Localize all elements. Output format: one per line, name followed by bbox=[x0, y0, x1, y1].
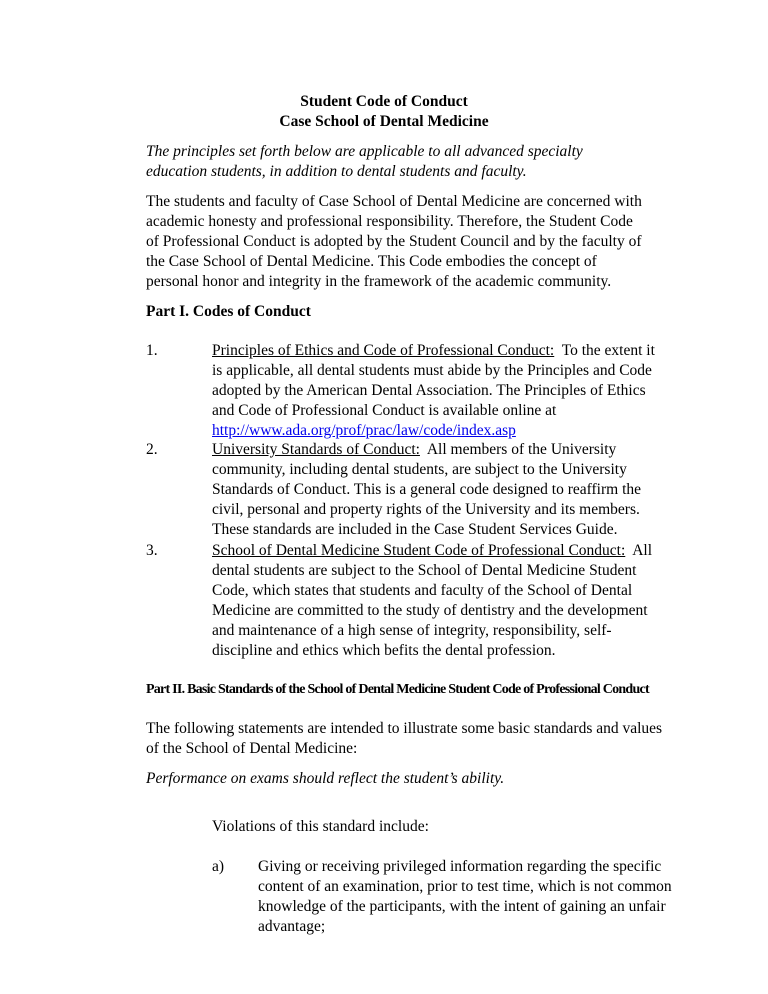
intro-italic-paragraph: The principles set forth below are applicable to all advanced specialty education students, in addition to dental students and faculty. bbox=[146, 143, 583, 180]
item-body bbox=[212, 341, 664, 441]
ada-code-link[interactable]: http://www.ada.org/prof/prac/law/code/index.asp bbox=[212, 422, 516, 439]
part2-intro: The following statements are intended to illustrate some basic standards and values of the School of Dental Medicine: bbox=[146, 720, 663, 757]
title-line-1: Student Code of Conduct bbox=[300, 93, 468, 110]
item-number: 3. bbox=[146, 542, 158, 559]
part1-heading: Part I. Codes of Conduct bbox=[146, 303, 311, 320]
item-text: To the extent it is applicable, all dental students must abide by the Principles and Code adopted by the American Dental Association. The Principles of Ethics and Code of Professional Conduct is available online at bbox=[212, 342, 655, 419]
item-number: 2. bbox=[146, 441, 158, 458]
item-number: 1. bbox=[146, 342, 158, 359]
item-text: All members of the University community, including dental students, are subject to the University Standards of Conduct. This is a general code designed to reaffirm the civil, personal and property rights of the University and its members. These standards are included in the Case Student Services Guide. bbox=[212, 441, 642, 538]
violations-label: Violations of this standard include: bbox=[212, 818, 429, 835]
document-title bbox=[0, 92, 768, 132]
standard-statement: Performance on exams should reflect the student’s ability. bbox=[146, 770, 505, 787]
item-title: School of Dental Medicine Student Code of Professional Conduct: bbox=[212, 542, 626, 559]
item-title: University Standards of Conduct: bbox=[212, 441, 420, 458]
violation-letter: a) bbox=[212, 858, 225, 875]
item-title: Principles of Ethics and Code of Professional Conduct: bbox=[212, 342, 555, 359]
part2-heading: Part II. Basic Standards of the School of Dental Medicine Student Code of Professional Conduct bbox=[146, 682, 649, 697]
item-body bbox=[212, 541, 664, 661]
item-body bbox=[212, 440, 664, 540]
intro-paragraph: The students and faculty of Case School of Dental Medicine are concerned with academic honesty and professional responsibility. Therefore, the Student Code of Professional Conduct is adopted by the Student Council and by the faculty of the Case School of Dental Medicine. This Code embodies the concept of personal honor and integrity in the framework of the academic community. bbox=[146, 193, 642, 290]
title-line-2: Case School of Dental Medicine bbox=[279, 113, 489, 130]
item-text: All dental students are subject to the School of Dental Medicine Student Code, which states that students and faculty of the School of Dental Medicine are committed to the study of dentistry and the development and maintenance of a high sense of integrity, responsibility, self-discipline and ethics which befits the dental profession. bbox=[212, 542, 652, 659]
violation-text: Giving or receiving privileged information regarding the specific content of an examination, prior to test time, which is not common knowledge of the participants, with the intent of gaining an unfair advantage; bbox=[258, 858, 672, 935]
